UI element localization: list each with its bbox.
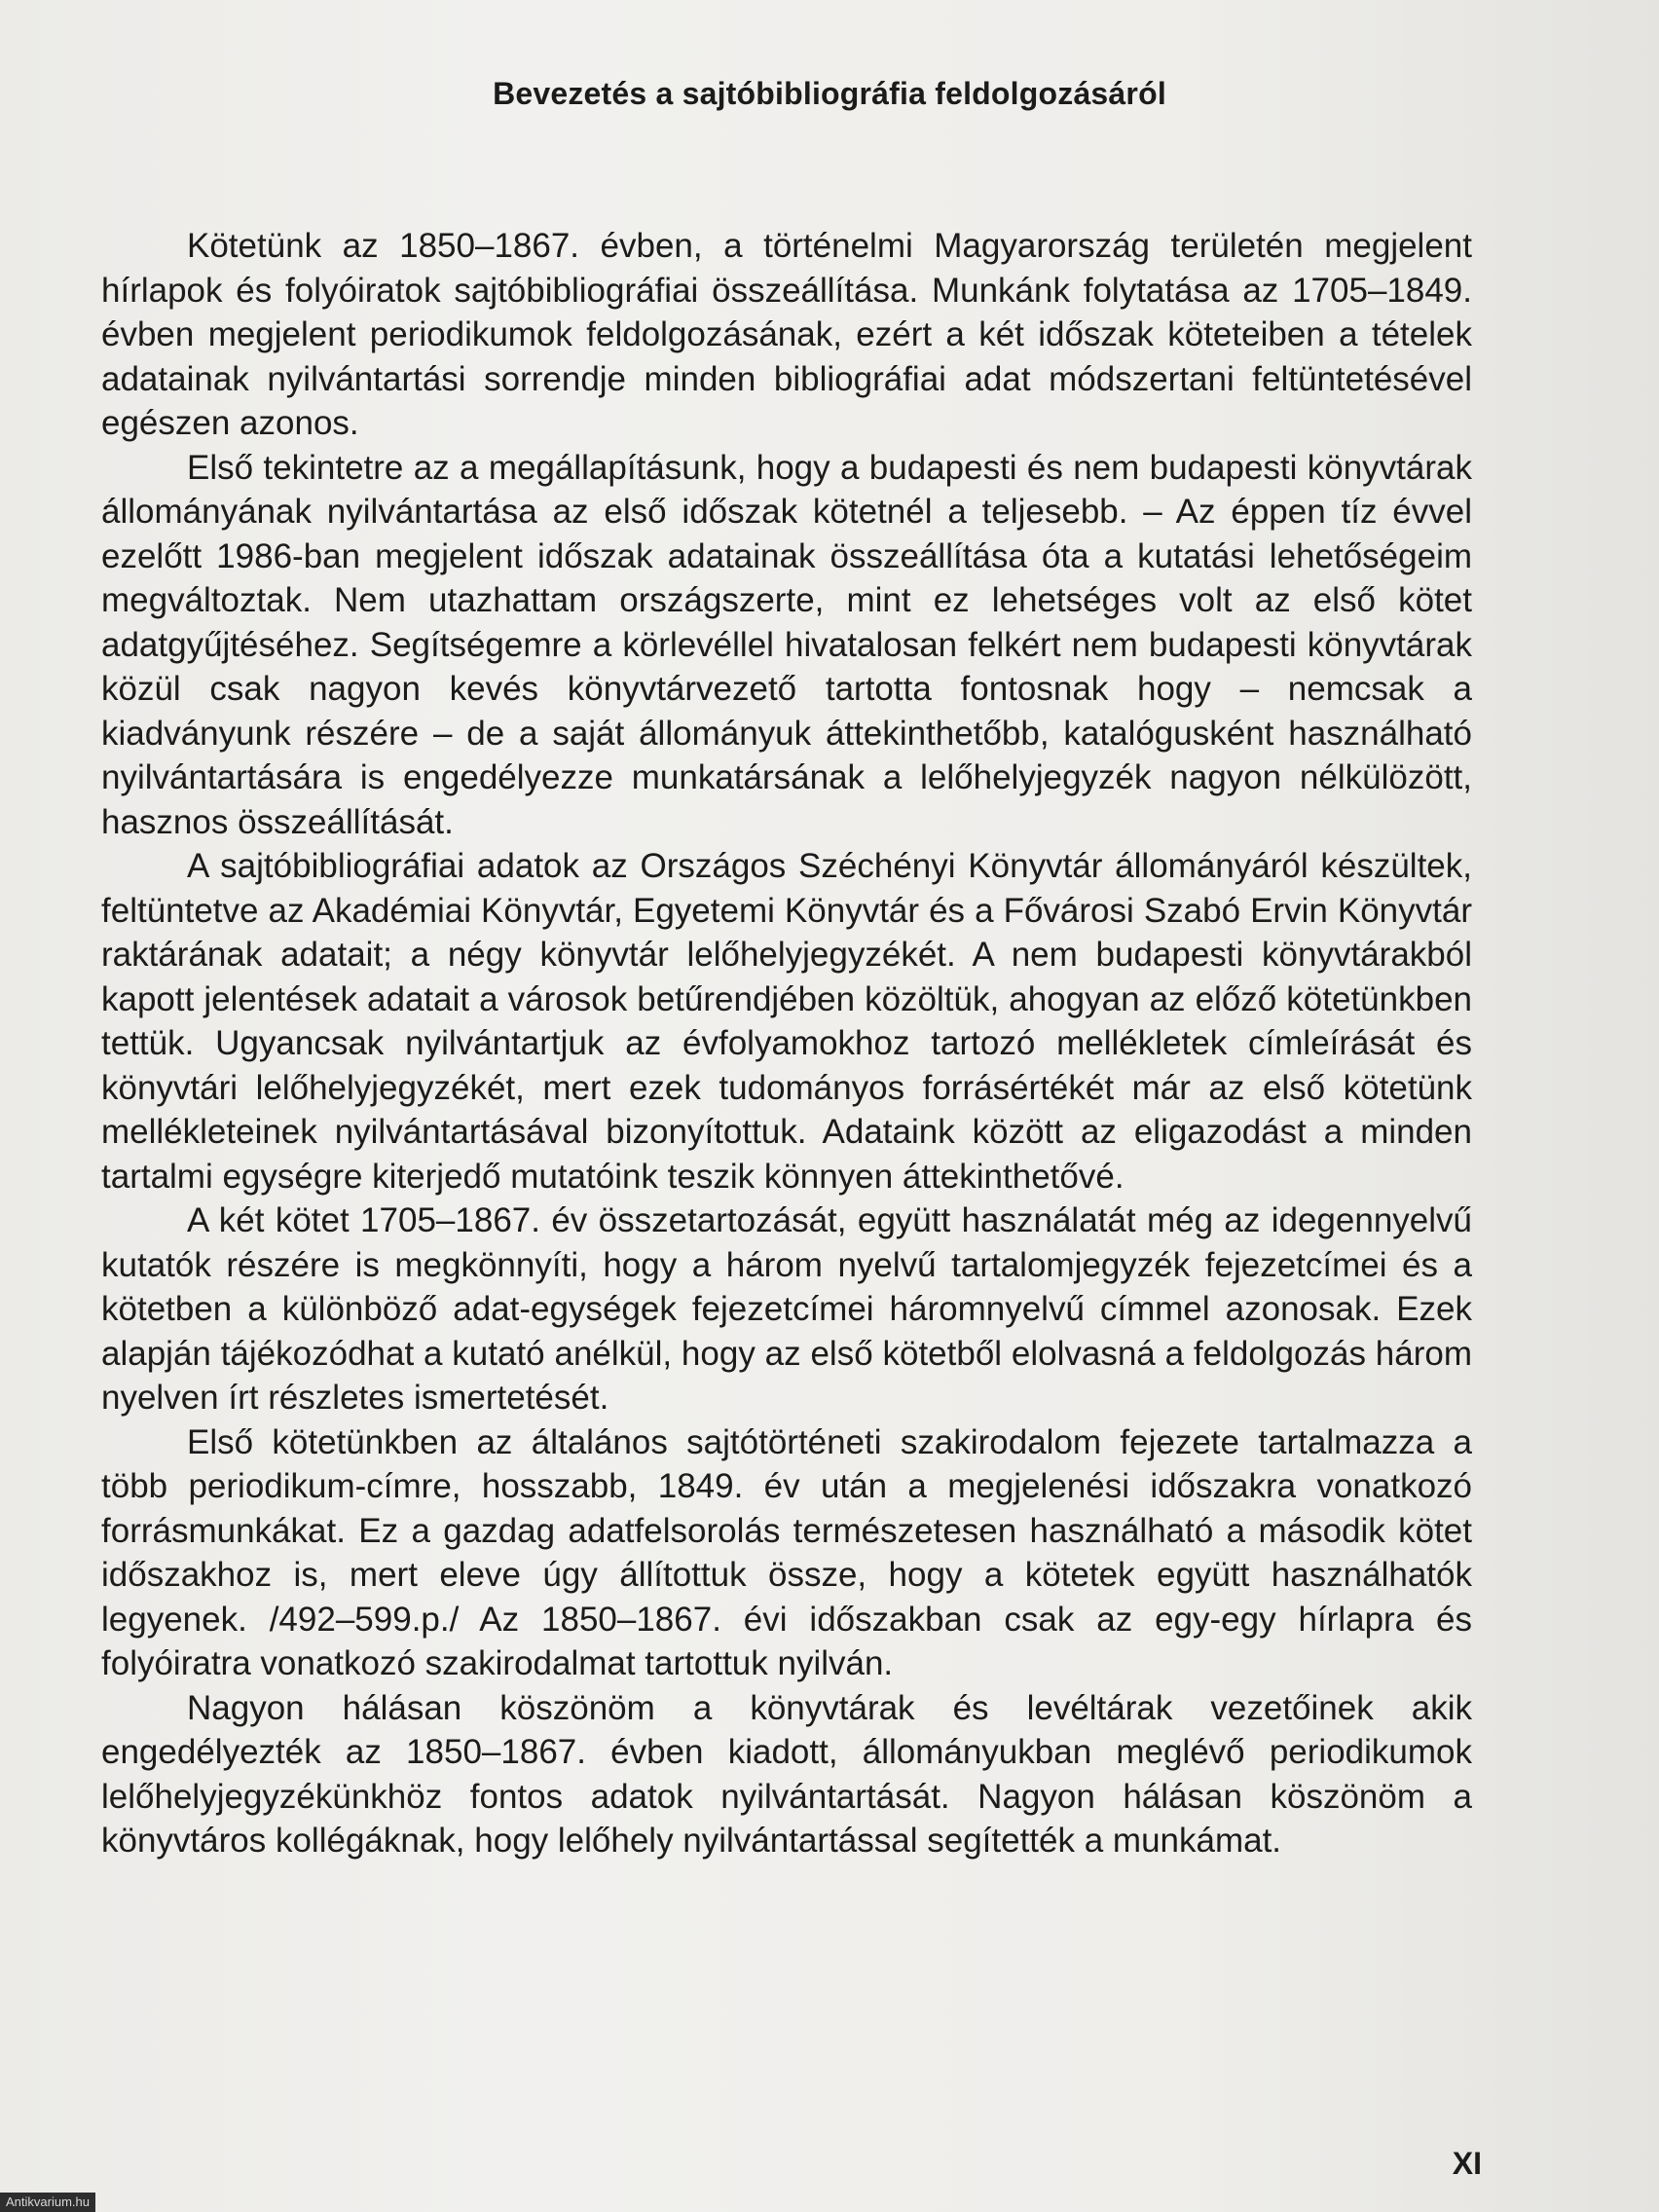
paragraph-6: Nagyon hálásan köszönöm a könyvtárak és levéltárak vezetőinek akik engedélyezték az 1850–1867. évben kiadott, állományukban meglévő periodikumok lelőhelyjegyzékünkhöz fontos adatok nyilvántartását. Nagyon hálásan köszönöm a könyvtáros kollégáknak, hogy lelőhely nyilvántartással segítették a munkámat.	[101, 1688, 1472, 1860]
paragraph-1: Kötetünk az 1850–1867. évben, a történelmi Magyarország területén megjelent hírlapok és folyóiratok sajtóbibliográfiai összeállítása. Munkánk folytatása az 1705–1849. évben megjelent periodikumok feldolgozásának, ezért a két időszak köteteiben a tételek adatainak nyilvántartási sorrendje minden bibliográfiai adat módszertani feltüntetésével egészen azonos.	[101, 227, 1472, 442]
body-text	[101, 224, 1472, 1863]
page-number: XI	[1452, 2146, 1482, 2181]
paragraph-4: A két kötet 1705–1867. év összetartozását, együtt használatát még az idegennyelvű kutatók részére is megkönnyíti, hogy a három nyelvű tartalomjegyzék fejezetcímei és a kötetben a különböző adat-egységek fejezetcímei háromnyelvű címmel azonosak. Ezek alapján tájékozódhat a kutató anélkül, hogy az első kötetből elolvasná a feldolgozás három nyelven írt részletes ismertetését.	[101, 1201, 1472, 1417]
page-title: Bevezetés a sajtóbibliográfia feldolgozásáról	[493, 76, 1166, 111]
watermark-label: Antikvarium.hu	[0, 2193, 95, 2212]
paragraph-3: A sajtóbibliográfiai adatok az Országos Széchényi Könyvtár állományáról készültek, feltüntetve az Akadémiai Könyvtár, Egyetemi Könyvtár és a Fővárosi Szabó Ervin Könyvtár raktárának adatait; a négy könyvtár lelőhelyjegyzékét. A nem budapesti könyvtárakból kapott jelentések adatait a városok betűrendjében közöltük, ahogyan az előző kötetünkben tettük. Ugyancsak nyilvántartjuk az évfolyamokhoz tartozó mellékletek címleírását és könyvtári lelőhelyjegyzékét, mert ezek tudományos forrásértékét már az első kötetünk mellékleteinek nyilvántartásával bizonyítottuk. Adataink között az eligazodást a minden tartalmi egységre kiterjedő mutatóink teszik könnyen áttekinthetővé.	[101, 847, 1472, 1196]
paragraph-2: Első tekintetre az a megállapításunk, hogy a budapesti és nem budapesti könyvtárak állományának nyilvántartása az első időszak kötetnél a teljesebb. – Az éppen tíz évvel ezelőtt 1986-ban megjelent időszak adatainak összeállítása óta a kutatási lehetőségeim megváltoztak. Nem utazhattam országszerte, mint ez lehetséges volt az első kötet adatgyűjtéséhez. Segítségemre a körlevéllel hivatalosan felkért nem budapesti könyvtárak közül csak nagyon kevés könyvtárvezető tartotta fontosnak hogy – nemcsak a kiadványunk részére – de a saját állományuk áttekinthetőbb, katalógusként használható nyilvántartására is engedélyezze munkatársának a lelőhelyjegyzék nagyon nélkülözött, hasznos összeállítását.	[101, 448, 1472, 841]
paragraph-5: Első kötetünkben az általános sajtótörténeti szakirodalom fejezete tartalmazza a több periodikum-címre, hosszabb, 1849. év után a megjelenési időszakra vonatkozó forrásmunkákat. Ez a gazdag adatfelsorolás természetesen használható a második kötet időszakhoz is, mert eleve úgy állítottuk össze, hogy a kötetek együtt használhatók legyenek. /492–599.p./ Az 1850–1867. évi időszakban csak az egy-egy hírlapra és folyóiratra vonatkozó szakirodalmat tartottuk nyilván.	[101, 1422, 1472, 1682]
